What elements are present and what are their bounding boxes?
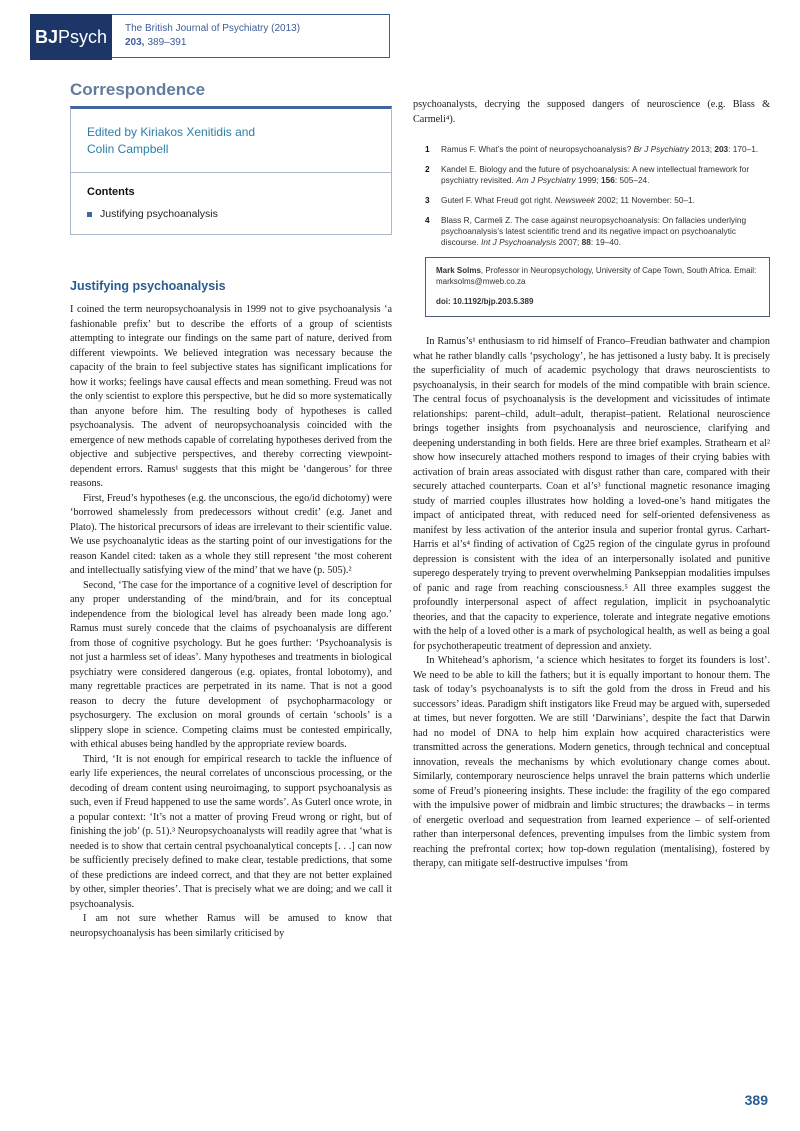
reference-item [425, 164, 770, 186]
contents-item-label: Justifying psychoanalysis [100, 208, 218, 220]
journal-masthead [30, 14, 390, 58]
reference-number: 3 [425, 195, 430, 205]
left-column [70, 106, 392, 941]
paragraph: First, Freud’s hypotheses (e.g. the unconscious, the ego/id dichotomy) were ‘borrowed shamelessly from predecessors without credit’ (e.g. Janet and Plato). The historical precursors of ideas are irrelevant to their scientific value. We use psychoanalytic ideas as the starting point of our investigations for the reason Kandel cited: taken as a whole they still represent ‘the most coherent and intellectually satisfying view of the mind’ that we have (p. 505).² [70, 492, 392, 576]
logo-text-bold: BJ [34, 26, 58, 47]
paragraph: Second, ‘The case for the importance of a cognitive level of description for any proper understanding of the mind/brain, and for its conceptual independence from the biological level has already been made long ago.’ Ramus must surely concede that the claims of psychoanalysis are different from those of cognitive psychology. But he goes further: ‘Psychoanalysis is not just a harmless set of ideas’. Many hypotheses and treatments in biological psychiatry were considered dangerous (e.g. opiates, frontal lobotomy), and many regrettable practices are perpetrated in its name. That is not a good reason to decry the future development of psychopharmacology or psychosurgery. The exclusion on moral grounds of certain ‘schools’ is a slippery slope in science. Competing claims must be contested empirically, with ethical abuses being handled by the appropriate review boards. [70, 579, 392, 750]
section-title: Correspondence [70, 80, 206, 99]
article-title: Justifying psychoanalysis [70, 279, 226, 293]
edited-by-box [70, 106, 392, 235]
logo-text: Psych [57, 26, 108, 47]
paragraph: Third, ‘It is not enough for empirical research to tackle the influence of early life experiences, the neural correlates of unconscious processing, or the decoding of dream content using neuroimaging, to support psychoanalysis as such, even if Freud happened to use the same words’. As Guterl once wrote, in a popular context: ‘It’s not a matter of proving Freud wrong or right, but of finishing the job’ (p. 51).³ Neuropsychoanalysts will readily agree that ‘what is needed is to show that certain central psychoanalytical concepts [. . .] can now be sufficiently precisely defined to make clear, testable predictions, that some of these predictions are indeed correct, and that they are not better explained by other, simpler theories’. That is precisely what we are doing; and we call it psychoanalysis. [70, 753, 392, 910]
paragraph: I am not sure whether Ramus will be amused to know that neuropsychoanalysis has been similarly criticised by [70, 913, 392, 939]
reference-number: 1 [425, 144, 430, 154]
bjpsych-logo [30, 14, 112, 60]
edited-by-line-1: Edited by Kiriakos Xenitidis and [87, 125, 256, 139]
reference-text: Blass R, Carmeli Z. The case against neuropsychoanalysis: On fallacies underlying psychoanalysis’s latest scientific trend and its negative impact on psychoanalytic discourse. Int J Psychoanalysis 2007; 88: 19–40. [441, 215, 747, 247]
paragraph: In Ramus’s¹ enthusiasm to rid himself of Franco–Freudian bathwater and champion what he rather blandly calls ‘psychology’, he has jettisoned a lusty baby. It is precisely the superficiality of much of academic psychology that draws neuroscientists to psychoanalysis, in their search for models of the mind compatible with brain science. The central focus of psychoanalysis is the development and vicissitudes of intimate relationships: parent–child, adult–adult, therapist–patient. Relational neuroscience brings together insights from psychoanalysis and neuroscience, clarifying and deepening understanding in both fields. Here are three brief examples. Strathearn et al² show how insecurely attached mothers respond to images of their crying babies with activation of brain areas associated with disgust rather than care, compared with their securely attached counterparts. Coan et al’s³ functional magnetic resonance imaging study of married couples illustrates how holding a loved-one’s hand mitigates the impact of anticipated threat, with reduced need for self-oriented defensiveness as manifest by less activation of the anterior insula and superior frontal gyrus. Carhart-Harris et al’s⁴ finding of activation of Cg25 region of the cingulate gyrus in profound depression is consistent with the idea of an interpersonally isolated and punitive superego desperately trying to prevent overwhelming Pankseppian modalities impulses of panic and rage from reaching consciousness.⁵ All three examples suggest the profoundly interpersonal aspect of affect regulation, implicit in psychoanalytic theories, and that the capacity to experience, tolerate and integrate negative emotions with the help of a loved other is a mark of psychological health, as well as being a goal for psychotherapeutic treatment of depression and anxiety. [413, 336, 770, 652]
reference-number: 2 [425, 164, 430, 174]
author-info-box [425, 257, 770, 317]
edited-by-text [87, 124, 375, 158]
reference-item [425, 195, 770, 206]
divider [71, 172, 391, 173]
square-bullet-icon [87, 212, 92, 217]
reference-item [425, 144, 770, 155]
reference-text: Guterl F. What Freud got right. Newsweek 2002; 11 November: 50–1. [441, 195, 695, 205]
author-line: Mark Solms, Professor in Neuropsychology, University of Cape Town, South Africa. Email: marksolms@mweb.co.za [436, 266, 757, 286]
paragraph-continuation: psychoanalysts, decrying the supposed dangers of neuroscience (e.g. Blass & Carmeli⁴). [413, 99, 770, 125]
article-body-left [70, 303, 392, 941]
edited-by-line-2: Colin Campbell [87, 142, 169, 156]
journal-volume: 203, [125, 37, 145, 48]
right-column [413, 98, 770, 1093]
reference-text: Ramus F. What’s the point of neuropsychoanalysis? Br J Psychiatry 2013; 203: 170–1. [441, 144, 759, 154]
journal-citation [125, 22, 300, 50]
page-number: 389 [744, 1092, 768, 1108]
contents-title: Contents [87, 186, 135, 198]
journal-volume-pages [125, 36, 300, 50]
reference-text: Kandel E. Biology and the future of psychoanalysis: A new intellectual framework for psychiatry revisited. Am J Psychiatry 1999; 156: 505–24. [441, 164, 750, 185]
article-body-right [413, 335, 770, 872]
paragraph: I coined the term neuropsychoanalysis in 1999 not to give psychoanalysis ‘a fashionable prefix’ but to describe the efforts of a group of scientists attempting to integrate our findings on the same part of nature, derived from different viewpoints. We believed integration was necessary because the capacity of the brain to feel subjective states has significant implications for how it works; feelings have causal effects and mean something. Freud was not the only scientist to explore this perspective, but he did so more systematically than anyone before him. The resulting body of hypotheses is called psychoanalysis. The advent of neuropsychoanalysis coincided with the emergence of new methods capable of correlating hypotheses derived from the objective and subjective perspectives, and thereby correcting viewpoint-dependent errors. Ramus¹ suggests that this might be ‘dangerous’ for three reasons. [70, 304, 392, 489]
doi-line: doi: 10.1192/bjp.203.5.389 [436, 296, 534, 306]
references-list [425, 144, 770, 248]
reference-number: 4 [425, 215, 430, 225]
paragraph: In Whitehead’s aphorism, ‘a science which hesitates to forget its founders is lost’. We need to be able to kill the fathers; but it is equally important to honour them. The task of today’s psychoanalysts is to sift the gold from the dross in Freud and his successors’ ideas. Paradigm shift instigators like Freud may be argued with, superseded at times, but never forgotten. We are still ‘Darwinians’, despite the fact that Darwin had no model of DNA to help him explain how acquired characteristics were transmitted across the generations. Modern genetics, through technical and conceptual innovation, reveals the mechanisms by which evolutionary change comes about. Similarly, contemporary neuroscience helps unravel the brain patterns which underlie some of Freud’s pioneering insights. These include: the fragility of the ego compared with the impulsive power of midbrain and limbic structures; the drawbacks – in terms of energetic overload and sequestration from learned experience – of self-oriented rather than interpersonal defences, preventing impulses from the limbic system from reaching the prefrontal cortex; how top-down regulation (mentalising), fostered by therapy, can mitigate self-destructive impulses ‘from [413, 655, 770, 870]
journal-title: The British Journal of Psychiatry (2013) [125, 23, 301, 34]
journal-pages: 389–391 [147, 37, 187, 48]
contents-item [87, 208, 375, 220]
reference-item [425, 215, 770, 248]
